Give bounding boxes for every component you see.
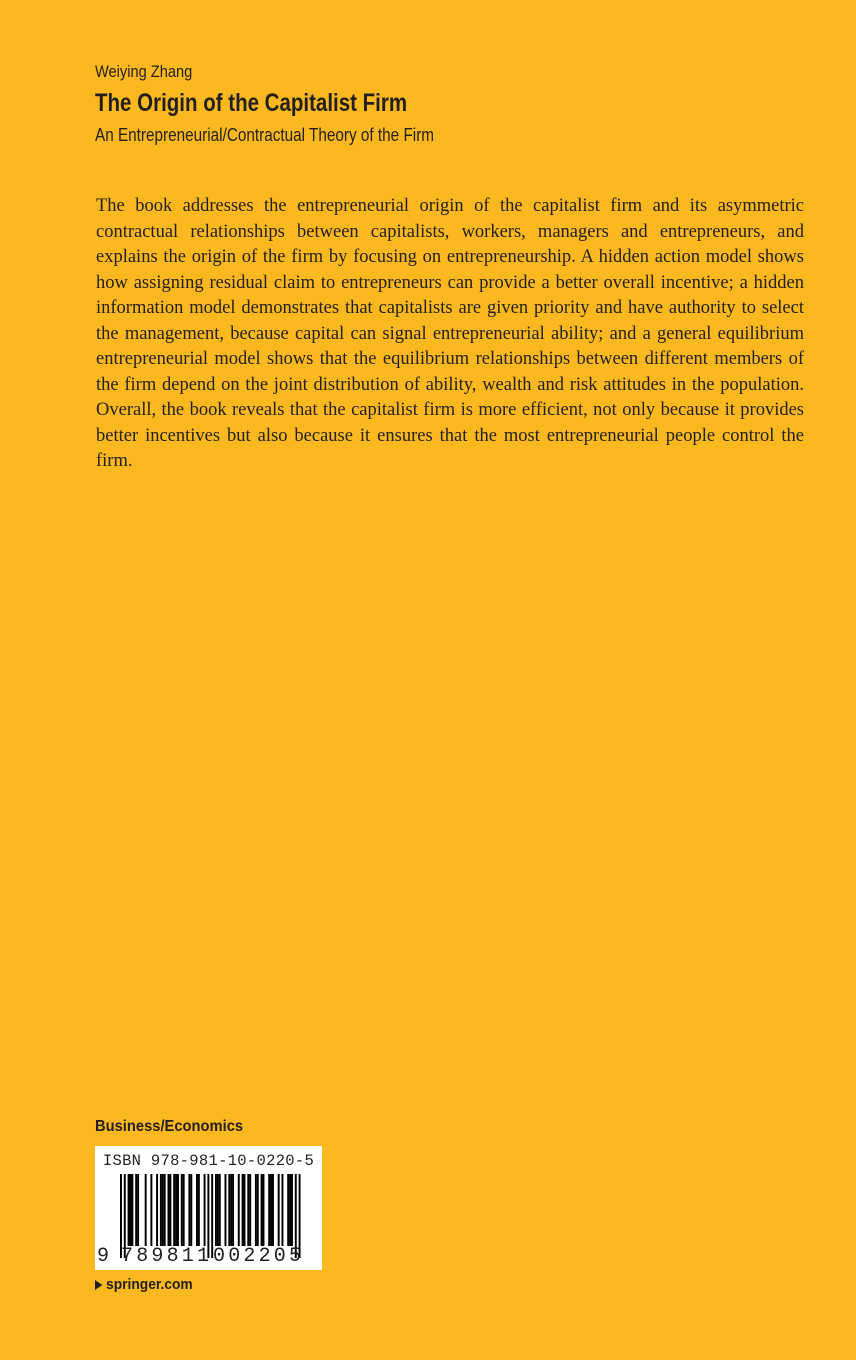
barcode-bar <box>238 1174 240 1246</box>
barcode-bar <box>228 1174 230 1246</box>
barcode-bar <box>219 1174 221 1246</box>
publisher-link[interactable] <box>95 1276 193 1293</box>
barcode-bar <box>263 1174 265 1246</box>
barcode-bar <box>270 1174 272 1246</box>
barcode-bar <box>247 1174 249 1246</box>
barcode-bar <box>244 1174 246 1246</box>
ean-first-digit: 9 <box>97 1245 110 1268</box>
barcode-bar <box>169 1174 171 1246</box>
isbn-label: ISBN 978-981-10-0220-5 <box>102 1152 315 1170</box>
barcode-bar <box>230 1174 232 1246</box>
barcode-bar <box>168 1174 170 1246</box>
ean-right-group: 002205 <box>213 1245 305 1268</box>
ean-left-group: 789811 <box>121 1245 213 1268</box>
barcode-bar <box>232 1174 234 1246</box>
barcode-bar <box>198 1174 200 1246</box>
barcode-bar <box>160 1174 162 1246</box>
barcode-bar <box>204 1174 206 1246</box>
barcode-bar <box>291 1174 293 1246</box>
barcode-bar <box>278 1174 280 1246</box>
barcode-bar <box>130 1174 132 1246</box>
barcode-bar <box>190 1174 192 1246</box>
book-title: The Origin of the Capitalist Firm <box>95 89 408 117</box>
barcode-bar <box>150 1174 152 1246</box>
barcode-bar <box>177 1174 179 1246</box>
book-description: The book addresses the entrepreneurial origin of the capitalist firm and its asymmetric contractual relationships between capitalists, workers, managers and entrepreneurs, and explains the origin of the firm by focusing on entrepreneurship. A hidden action model shows how assigning residual claim to entrepreneurs can provide a better overall incentive; a hidden information model demonstrates that capitalists are given priority and have authority to select the management, because capital can signal entrepreneurial ability; and a general equilibrium entrepreneurial model shows that the equilibrium relationships between different members of the firm depend on the joint distribution of ability, wealth and risk attitudes in the population. Overall, the book reveals that the capitalist firm is more efficient, not only because it provides better incentives but also because it ensures that the most entrepreneurial people control the firm. <box>96 196 804 471</box>
barcode-bar <box>225 1174 227 1246</box>
barcode-bar <box>175 1174 177 1246</box>
barcode-bar <box>272 1174 274 1246</box>
barcode-bar <box>257 1174 259 1246</box>
barcode-bar <box>268 1174 270 1246</box>
subject-category: Business/Economics <box>95 1118 244 1135</box>
barcode-bar <box>183 1174 185 1246</box>
barcode-bar <box>181 1174 183 1246</box>
barcode-bar <box>217 1174 219 1246</box>
barcode-bar <box>282 1174 284 1246</box>
barcode-bar <box>128 1174 130 1246</box>
publisher-link-text[interactable]: springer.com <box>106 1276 193 1293</box>
barcode-bar <box>196 1174 198 1246</box>
barcode-bar <box>249 1174 251 1246</box>
triangle-right-icon <box>95 1280 102 1290</box>
barcode-bar <box>162 1174 164 1246</box>
barcode-bar <box>156 1174 158 1246</box>
barcode-bar <box>145 1174 147 1246</box>
barcode-bar <box>289 1174 291 1246</box>
barcode-bar <box>215 1174 217 1246</box>
barcode-bar <box>255 1174 257 1246</box>
barcode-bar <box>164 1174 166 1246</box>
barcode-bar <box>242 1174 244 1246</box>
book-subtitle: An Entrepreneurial/Contractual Theory of the Firm <box>95 125 435 145</box>
barcode-bar <box>287 1174 289 1246</box>
barcode-bar <box>131 1174 133 1246</box>
author-name: Weiying Zhang <box>95 62 193 81</box>
isbn-barcode <box>95 1146 322 1270</box>
barcode-bar <box>135 1174 137 1246</box>
ean-digits <box>95 1246 322 1268</box>
barcode-bar <box>173 1174 175 1246</box>
barcode-bar <box>137 1174 139 1246</box>
barcode-bar <box>261 1174 263 1246</box>
barcode-bar <box>188 1174 190 1246</box>
